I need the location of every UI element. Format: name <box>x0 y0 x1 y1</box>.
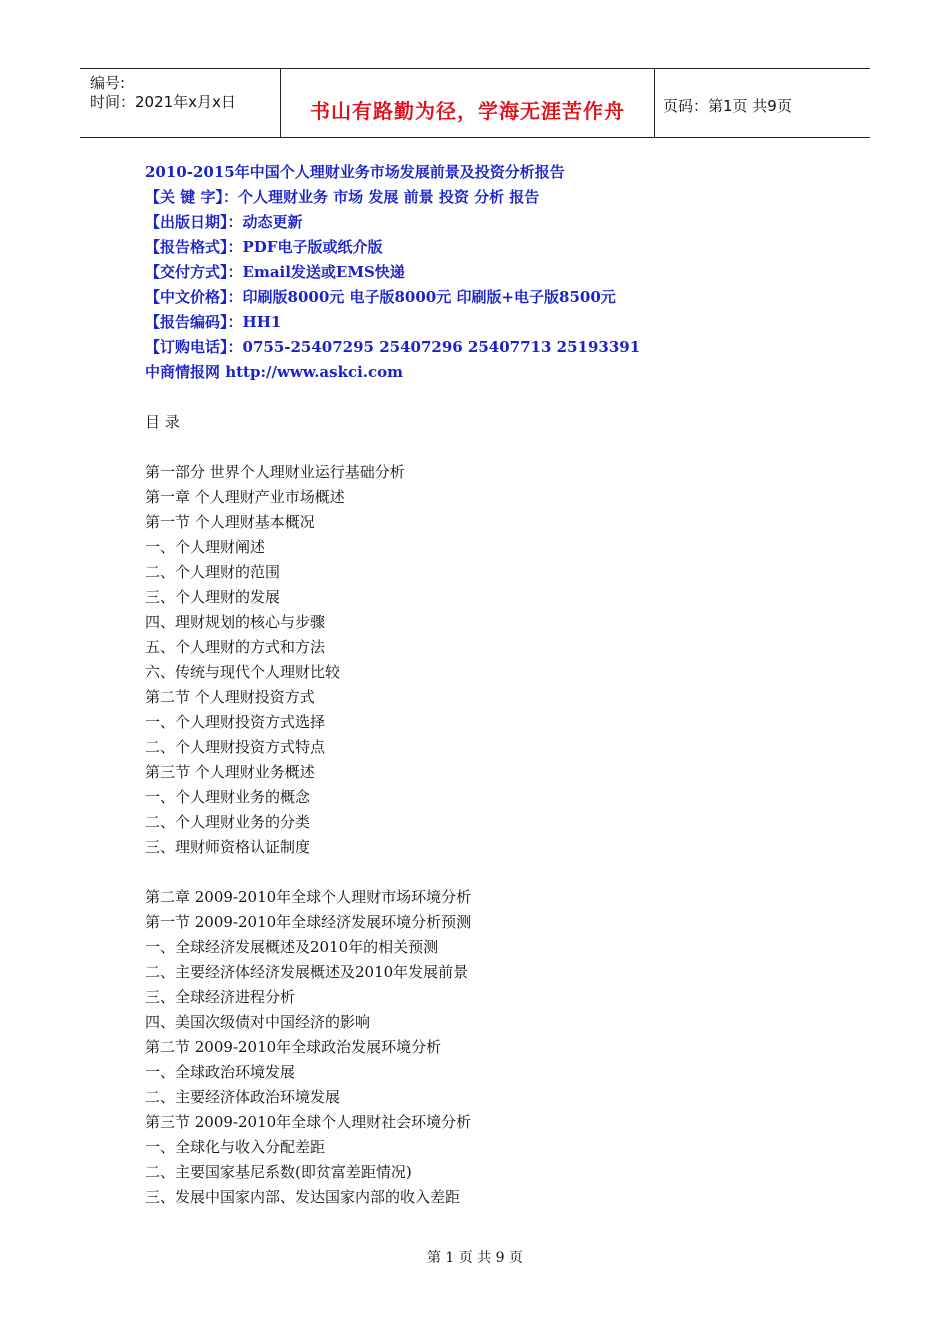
toc-entry: 二、个人理财业务的分类 <box>145 813 311 831</box>
report-meta-row <box>145 335 865 360</box>
report-title: 2010-2015年中国个人理财业务市场发展前景及投资分析报告 <box>145 163 565 181</box>
meta-value: PDF电子版或纸介版 <box>242 238 383 256</box>
toc-entry: 第二节 个人理财投资方式 <box>145 688 315 706</box>
toc-entry: 三、个人理财的发展 <box>145 588 281 606</box>
report-site: 中商情报网 http://www.askci.com <box>145 363 404 381</box>
meta-value: Email发送或EMS快递 <box>242 263 405 281</box>
toc-entry: 五、个人理财的方式和方法 <box>145 638 326 656</box>
toc-entry: 三、全球经济进程分析 <box>145 988 296 1006</box>
toc-entry: 一、个人理财业务的概念 <box>145 788 311 806</box>
toc-entry: 一、个人理财阐述 <box>145 538 266 556</box>
meta-label: 【报告编码】： <box>145 313 243 331</box>
meta-label: 【交付方式】： <box>145 263 243 281</box>
toc-chapter-two <box>145 885 865 1210</box>
meta-label: 【中文价格】： <box>145 288 243 306</box>
toc-entry: 二、主要经济体政治环境发展 <box>145 1088 341 1106</box>
toc-entry: 一、个人理财投资方式选择 <box>145 713 326 731</box>
toc-entry: 二、主要国家基尼系数(即贫富差距情况) <box>145 1163 412 1181</box>
toc-entry: 四、美国次级债对中国经济的影响 <box>145 1013 371 1031</box>
report-meta-row <box>145 210 865 235</box>
report-meta-row <box>145 285 865 310</box>
spacer <box>145 435 865 460</box>
toc-part-one <box>145 460 865 860</box>
page-header <box>80 68 870 138</box>
meta-label: 【订购电话】： <box>145 338 243 356</box>
report-meta-row <box>145 235 865 260</box>
page-footer: 第 1 页 共 9 页 <box>426 1250 524 1266</box>
toc-entry: 一、全球化与收入分配差距 <box>145 1138 326 1156</box>
toc-entry: 一、全球经济发展概述及2010年的相关预测 <box>145 938 439 956</box>
toc-entry: 二、个人理财的范围 <box>145 563 281 581</box>
meta-value: 印刷版8000元 电子版8000元 印刷版+电子版8500元 <box>242 288 616 306</box>
header-info-cell <box>80 69 281 137</box>
toc-entry: 二、主要经济体经济发展概述及2010年发展前景 <box>145 963 469 981</box>
toc-entry: 第一章 个人理财产业市场概述 <box>145 488 345 506</box>
report-meta-row <box>145 260 865 285</box>
meta-label: 【出版日期】： <box>145 213 243 231</box>
serial-label: 编号: <box>90 74 126 92</box>
toc-entry: 第一部分 世界个人理财业运行基础分析 <box>145 463 405 481</box>
motto: 书山有路勤为径，学海无涯苦作舟 <box>310 99 625 123</box>
toc-entry: 一、全球政治环境发展 <box>145 1063 296 1081</box>
report-meta-row <box>145 185 865 210</box>
spacer <box>145 385 865 410</box>
toc-heading: 目 录 <box>145 413 180 431</box>
meta-value: 0755-25407295 25407296 25407713 25193391 <box>242 338 641 356</box>
meta-value: HH1 <box>242 313 282 331</box>
toc-entry: 第一节 个人理财基本概况 <box>145 513 315 531</box>
toc-entry: 三、理财师资格认证制度 <box>145 838 311 856</box>
page-info: 页码：第1页 共9页 <box>663 97 792 115</box>
time-label: 时间：2021年x月x日 <box>90 93 236 111</box>
meta-label: 【关 键 字】： <box>145 188 238 206</box>
toc-entry: 四、理财规划的核心与步骤 <box>145 613 326 631</box>
toc-entry: 第三节 个人理财业务概述 <box>145 763 315 781</box>
header-page-cell <box>655 69 870 137</box>
toc-entry: 二、个人理财投资方式特点 <box>145 738 326 756</box>
report-meta-list <box>145 185 865 360</box>
meta-value: 个人理财业务 市场 发展 前景 投资 分析 报告 <box>237 188 540 206</box>
toc-entry: 第二章 2009-2010年全球个人理财市场环境分析 <box>145 888 472 906</box>
meta-value: 动态更新 <box>242 213 303 231</box>
meta-label: 【报告格式】： <box>145 238 243 256</box>
report-meta-row <box>145 310 865 335</box>
toc-entry: 六、传统与现代个人理财比较 <box>145 663 341 681</box>
toc-entry: 第一节 2009-2010年全球经济发展环境分析预测 <box>145 913 472 931</box>
toc-entry: 第二节 2009-2010年全球政治发展环境分析 <box>145 1038 442 1056</box>
header-motto-cell <box>281 69 655 137</box>
document-body <box>145 160 865 1210</box>
toc-entry: 三、发展中国家内部、发达国家内部的收入差距 <box>145 1188 461 1206</box>
spacer <box>145 860 865 885</box>
toc-entry: 第三节 2009-2010年全球个人理财社会环境分析 <box>145 1113 472 1131</box>
